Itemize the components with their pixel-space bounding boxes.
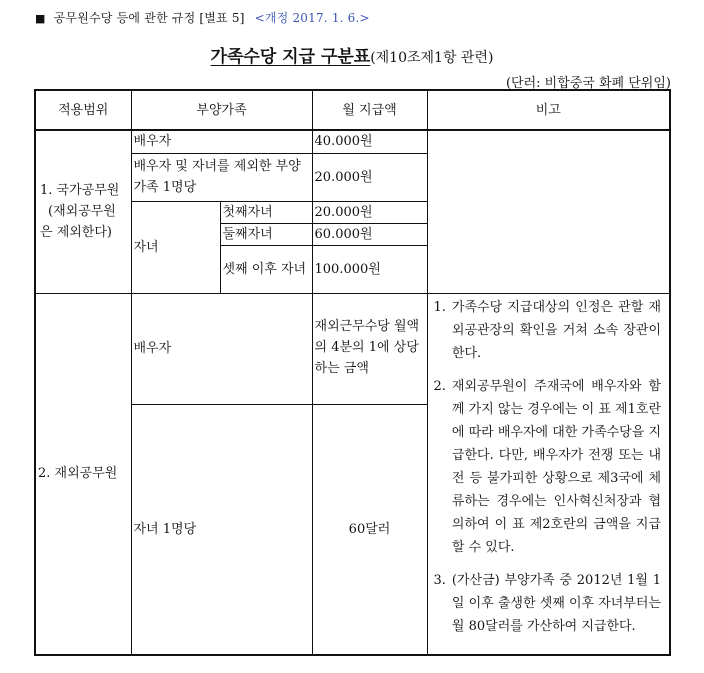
family-children: 자녀 (131, 201, 220, 293)
amount-child-overseas: 60달러 (312, 404, 427, 655)
note-item (434, 569, 662, 638)
note-number: 1. (433, 299, 446, 315)
square-bullet-icon: ■ (35, 12, 46, 25)
scope-overseas-officials: 2. 재외공무원 (35, 293, 131, 655)
document-title (0, 42, 704, 67)
regulation-reference: 공무원수당 등에 관한 규정 [별표 5] (53, 11, 245, 25)
scope-national-officials (35, 130, 131, 293)
scope-line: (재외공무원 (48, 204, 116, 220)
family-other-dependent: 배우자 및 자녀를 제외한 부양가족 1명당 (131, 153, 312, 201)
note-text: (가산금) 부양가족 중 2012년 1월 1일 이후 출생한 셋째 이후 자녀부터는 월 80달러를 가산하여 지급한다. (451, 572, 662, 634)
unit-note: (단러: 비합중국 화폐 단위임) (505, 76, 671, 91)
column-header-notes: 비고 (427, 90, 670, 130)
family-spouse-overseas: 배우자 (131, 293, 312, 404)
table-header-row (35, 90, 670, 130)
note-item (434, 296, 662, 365)
notes-empty (427, 130, 670, 293)
amendment-link[interactable]: <개정 2017. 1. 6.> (254, 11, 370, 25)
title-sub: (제10조제1항 관련) (370, 50, 494, 66)
family-spouse: 배우자 (131, 130, 312, 153)
column-header-amount: 월 지급액 (312, 90, 427, 130)
note-item (434, 375, 662, 559)
child-third-label: 셋째 이후 자녀 (220, 245, 312, 293)
child-first-label: 첫째자녀 (220, 201, 312, 223)
allowance-table (34, 89, 671, 656)
regulation-header (35, 9, 370, 26)
child-second-label: 둘째자녀 (220, 223, 312, 245)
table-row (35, 293, 670, 404)
child-second-amount: 60.000원 (312, 223, 427, 245)
table-row (35, 130, 670, 153)
notes-overseas (427, 293, 670, 655)
amount-other-dependent: 20.000원 (312, 153, 427, 201)
scope-line: 1. 국가공무원 (40, 183, 120, 199)
note-text: 재외공무원이 주재국에 배우자와 함께 가지 않는 경우에는 이 표 제1호란에 따라 배우자에 대한 가족수당을 지급한다. 다만, 배우자가 전쟁 또는 내전 등 불가피한 상황으로 제3국에 체류하는 경우에는 인사혁신처장과 협의하여 이 표 제2호란의 금액을 지급할 수 있다. (451, 378, 662, 555)
amount-spouse-overseas: 재외근무수당 월액의 4분의 1에 상당하는 금액 (312, 293, 427, 404)
column-header-family: 부양가족 (131, 90, 312, 130)
note-number: 2. (433, 378, 446, 394)
child-first-amount: 20.000원 (312, 201, 427, 223)
title-main: 가족수당 지급 구분표 (210, 47, 371, 67)
column-header-scope: 적용범위 (35, 90, 131, 130)
amount-spouse: 40.000원 (312, 130, 427, 153)
family-child-overseas: 자녀 1명당 (131, 404, 312, 655)
note-text: 가족수당 지급대상의 인정은 관할 재외공관장의 확인을 거쳐 소속 장관이 한다. (451, 299, 662, 361)
child-third-amount: 100.000원 (312, 245, 427, 293)
note-number: 3. (433, 572, 446, 588)
scope-line: 은 제외한다) (40, 225, 112, 241)
